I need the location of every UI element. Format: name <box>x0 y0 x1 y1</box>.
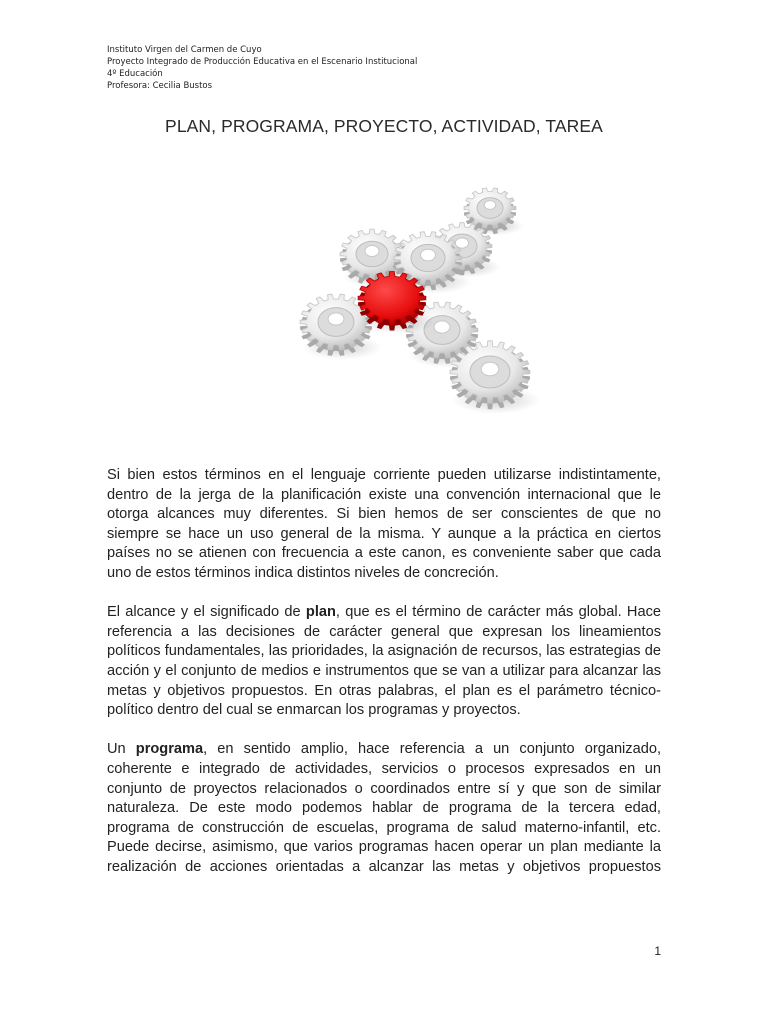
paragraph-plan <box>107 603 661 721</box>
term-plan: plan <box>305 604 336 621</box>
page-title: PLAN, PROGRAMA, PROYECTO, ACTIVIDAD, TAREA <box>165 116 603 136</box>
page-number: 1 <box>654 944 661 958</box>
paragraph-programa <box>107 740 661 877</box>
header-course: 4º Educación <box>107 69 163 79</box>
header-project: Proyecto Integrado de Producción Educativa en el Escenario Institucional <box>107 57 418 67</box>
paragraph-programa-text-end: , en sentido amplio, hace referencia a un conjunto organizado, coherente e integrado de actividades, servicios o procesos expresados en un conjunto de proyectos relacionados o coordinados entre sí y que son de similar naturaleza. De este modo podemos hablar de programa de la tercera edad, programa de construcción de escuelas, programa de salud materno-infantil, etc. Puede decirse, asimismo, que varios programas hacen operar un plan mediante la realización de acciones orientadas a alcanzar las metas y objetivos propuestos <box>107 741 662 875</box>
body-text <box>107 466 661 897</box>
gears-icon <box>200 166 570 436</box>
header-teacher: Profesora: Cecilia Bustos <box>107 81 213 91</box>
paragraph-plan-text-end: , que es el término de carácter más global. Hace referencia a las decisiones de carácter general que expresan los lineamientos políticos fundamentales, las prioridades, la asignación de recursos, las estrategias de acción y el conjunto de medios e instrumentos que se van a utilizar para alcanzar las metas y objetivos propuestos. En otras palabras, el plan es el parámetro técnico-político dentro del cual se enmarcan los programas y proyectos. <box>107 604 661 719</box>
header-institution: Instituto Virgen del Carmen de Cuyo <box>107 45 262 55</box>
paragraph-plan-text-start: El alcance y el significado de <box>107 604 306 621</box>
paragraph-intro: Si bien estos términos en el lenguaje corriente pueden utilizarse indistintamente, dentro de la jerga de la planificación existe una convención internacional que le otorga alcances muy diferentes. Si bien hemos de ser conscientes de que no siempre se hace un uso general de la misma. Y aunque a la práctica en ciertos países no se atienen con frecuencia a este canon, es conveniente saber que cada uno de estos términos indica distintos niveles de concreción. <box>107 467 661 581</box>
document-header <box>107 44 417 92</box>
paragraph-programa-text-start: Un <box>107 741 136 758</box>
term-programa: programa <box>135 741 204 758</box>
gears-illustration <box>200 166 570 436</box>
